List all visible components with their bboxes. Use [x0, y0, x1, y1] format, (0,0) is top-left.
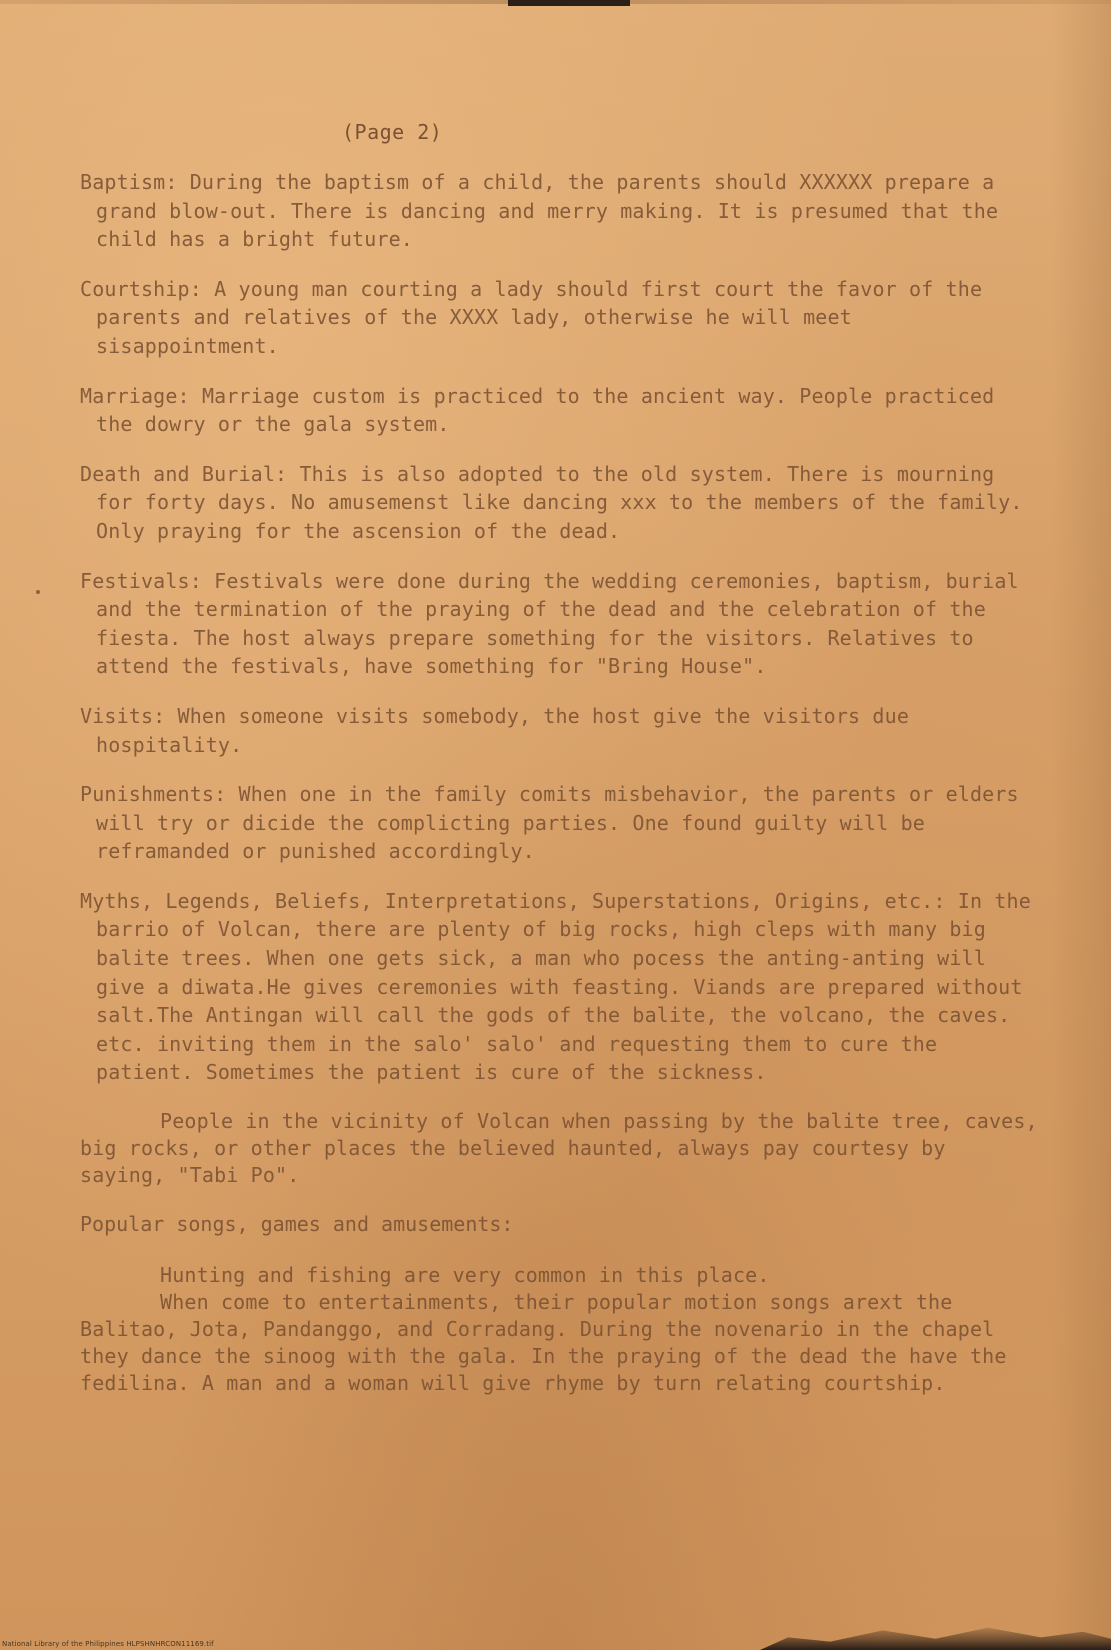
section-text: In the barrio of Volcan, there are plenty of big rocks, high cleps with many big balite trees. When one gets sick, a man who pocess the anting-anting will give a diwata.He gives ceremonies with feasting. Viands are prepared without salt.The Antingan will call the gods of the balite, the volcano, the caves. etc. inviting them in the salo' salo' and requesting them to cure the patient. Sometimes the patient is cure of the sickness. [96, 888, 1031, 1085]
section-label: Death and Burial: [80, 461, 288, 486]
paragraph-volcan-courtesy: People in the vicinity of Volcan when passing by the balite tree, caves, big rocks, or other places the believed haunted, always pay courtesy by saying, "Tabi Po". [80, 1109, 1038, 1188]
section-text: This is also adopted to the old system. There is mourning for forty days. No amusemenst like dancing xxx to the members of the family. Only praying for the ascension of the dead. [96, 461, 1023, 543]
section-festivals [80, 567, 1040, 681]
section-punishments [80, 780, 1040, 866]
paper-edge-shadow [1051, 0, 1111, 1650]
section-label: Visits: [80, 703, 166, 728]
tape-strip [508, 0, 630, 6]
section-label: Myths, Legends, Beliefs, Interpretations, Superstations, Origins, etc.: [80, 888, 946, 913]
section-visits [80, 702, 1040, 759]
section-label: Punishments: [80, 782, 227, 807]
paragraph-entertainment: When come to entertainments, their popular motion songs arext the Balitao, Jota, Pandanggo, and Corradang. During the novenario in the chapel they dance the sinoog with the gala. In the praying of the dead the have the fedilina. A man and a woman will give rhyme by turn relating courtship. [80, 1290, 1007, 1396]
section-label: Baptism: [80, 170, 178, 194]
section-label: Festivals: [80, 568, 202, 593]
section-text: A young man courting a lady should first court the favor of the parents and relatives of the XXXX lady, otherwise he will meet sisappointment. [96, 276, 983, 358]
section-text: When someone visits somebody, the host give the visitors due hospitality. [96, 703, 910, 757]
section-baptism [80, 168, 1040, 254]
page-number: (Page 2) [342, 120, 443, 144]
section-myths-legends [80, 887, 1040, 1087]
section-death-and-burial [80, 460, 1040, 546]
ink-speck [36, 590, 40, 594]
section-text: Marriage custom is practiced to the ancient way. People practiced the dowry or the gala system. [96, 383, 995, 437]
popular-songs-heading: Popular songs, games and amusements: [80, 1212, 514, 1237]
section-label: Courtship: [80, 276, 202, 301]
section-courtship [80, 275, 1040, 361]
archive-caption: National Library of the Philippines HLPSHNHRCON11169.tif [2, 1640, 214, 1648]
paragraph-hunting: Hunting and fishing are very common in this place. [160, 1263, 770, 1288]
section-text: When one in the family comits misbehavior, the parents or elders will try or dicide the complicting parties. One found guilty will be reframanded or punished accordingly. [96, 782, 1019, 864]
typewritten-document [80, 118, 1040, 1419]
section-marriage [80, 382, 1040, 439]
section-label: Marriage: [80, 383, 190, 408]
section-text: During the baptism of a child, the parents should XXXXXX prepare a grand blow-out. There is dancing and merry making. It is presumed that the child has a bright future. [96, 170, 999, 252]
section-text: Festivals were done during the wedding ceremonies, baptism, burial and the termination of the praying of the dead and the celebration of the fiesta. The host always prepare something for the visitors. Relatives to attend the festivals, have something for "Bring House". [96, 568, 1019, 679]
